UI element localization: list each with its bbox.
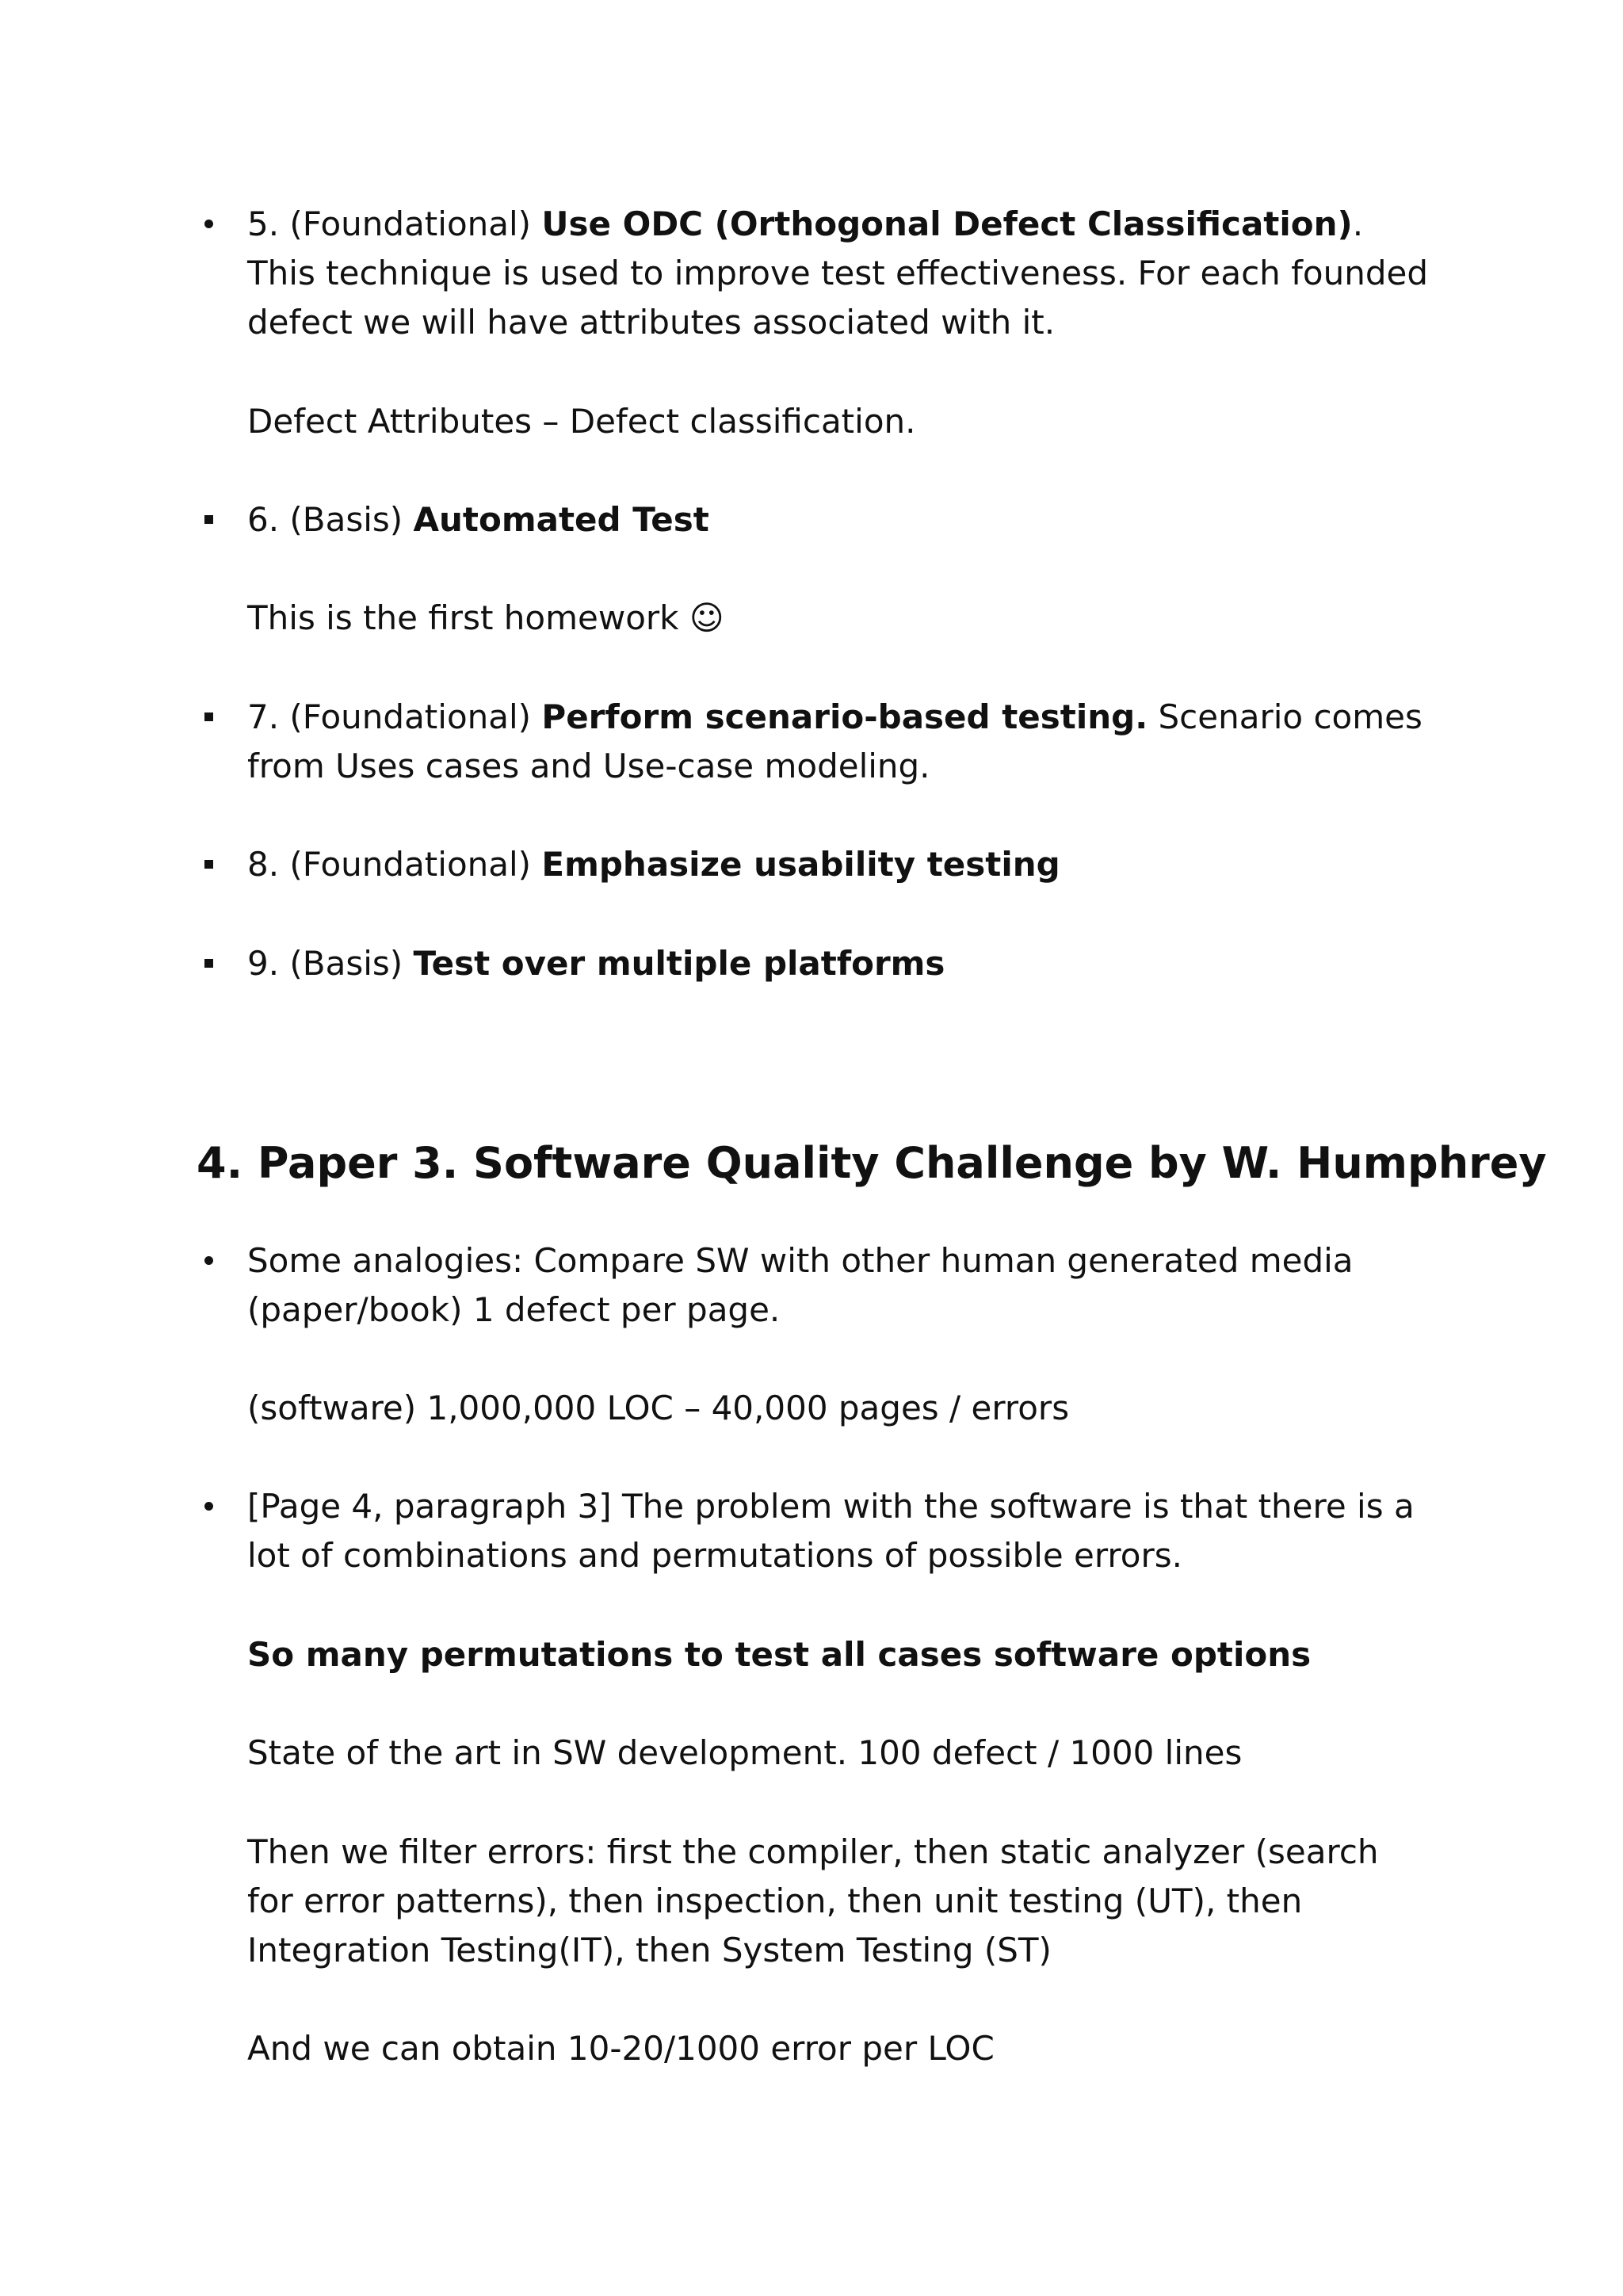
item-5-line-2: This technique is used to improve test effectiveness. For each founded [247,254,1429,292]
item-7-title: Perform scenario-based testing. [541,697,1148,736]
item-5-line-3: defect we will have attributes associated with it. [247,303,1056,342]
bullet-dot [197,200,220,249]
section-bullet-1-line-2: (paper/book) 1 defect per page. [247,1290,781,1329]
bullet-square [197,495,220,544]
paragraph-filter-line-2: for error patterns), then inspection, then unit testing (UT), then [247,1881,1303,1920]
item-5-line-1: 5. (Foundational) Use ODC (Orthogonal Defect Classification). [247,204,1364,243]
item-6-title: Automated Test [413,500,709,539]
bullet-square [197,939,220,988]
item-8-title: Emphasize usability testing [541,845,1060,884]
bold-paragraph: So many permutations to test all cases software options [247,1635,1312,1674]
section-bullet-1-extra: (software) 1,000,000 LOC – 40,000 pages / errors [247,1389,1070,1427]
list-item-7 [247,693,1436,791]
section-bullet-2-line-2: lot of combinations and permutations of possible errors. [247,1536,1182,1575]
section-bullet-2 [247,1482,1436,1580]
list-item-8: 8. (Foundational) Emphasize usability testing [247,845,1060,884]
paragraph-filter-line-1: Then we filter errors: first the compiler, then static analyzer (search [247,1832,1379,1871]
paragraph-state-of-art: State of the art in SW development. 100 defect / 1000 lines [247,1733,1243,1772]
item-6-extra: This is the first homework ☺ [247,598,724,637]
item-7-line-1: 7. (Foundational) Perform scenario-based testing. Scenario comes [247,697,1423,736]
item-5-extra: Defect Attributes – Defect classification. [247,402,916,441]
item-5-title: Use ODC (Orthogonal Defect Classification) [541,204,1353,243]
item-9-title: Test over multiple platforms [413,944,945,983]
section-bullet-1 [247,1236,1436,1335]
bullet-dot [197,1236,220,1286]
list-item-9: 9. (Basis) Test over multiple platforms [247,944,945,983]
paragraph-filter-errors [247,1828,1436,1975]
section-heading: 4. Paper 3. Software Quality Challenge by W. Humphrey [197,1138,1547,1188]
paragraph-obtain: And we can obtain 10-20/1000 error per LOC [247,2029,995,2068]
bullet-square [197,693,220,742]
section-bullet-1-line-1: Some analogies: Compare SW with other human generated media [247,1241,1354,1280]
list-item-6: 6. (Basis) Automated Test [247,500,709,539]
bullet-dot [197,1482,220,1531]
section-bullet-2-line-1: [Page 4, paragraph 3] The problem with the software is that there is a [247,1487,1415,1526]
paragraph-filter-line-3: Integration Testing(IT), then System Testing (ST) [247,1931,1052,1969]
item-7-line-2: from Uses cases and Use-case modeling. [247,747,930,785]
bullet-square [197,840,220,889]
list-item-5 [247,200,1436,347]
